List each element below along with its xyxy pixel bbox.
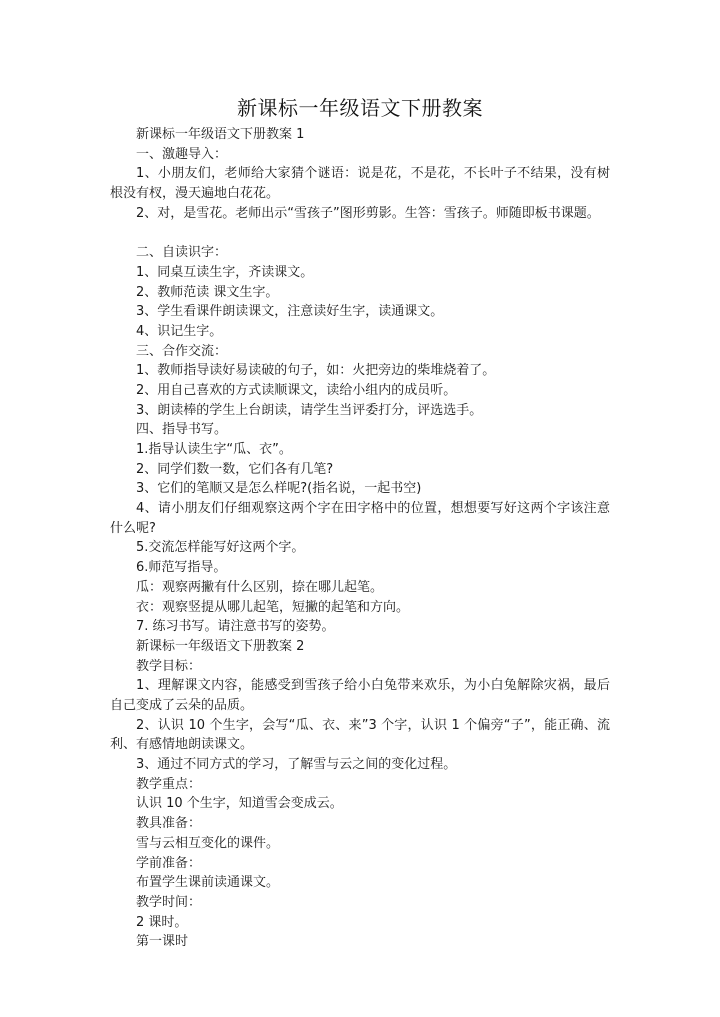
paragraph: 7. 练习书写。请注意书写的姿势。 — [136, 619, 335, 635]
paragraph: 新课标一年级语文下册教案 2 — [136, 638, 305, 654]
paragraph: 一、激趣导入： — [136, 146, 228, 162]
paragraph: 2、用自己喜欢的方式读顺课文，读给小组内的成员听。 — [136, 382, 457, 398]
paragraph: 二、自读识字： — [136, 245, 228, 261]
paragraph: 2、同学们数一数，它们各有几笔? — [136, 461, 334, 477]
paragraph: 2、教师范读 课文生字。 — [136, 284, 279, 300]
paragraph: 衣：观察竖提从哪儿起笔，短撇的起笔和方向。 — [136, 599, 410, 615]
paragraph: 2、认识 10 个生字，会写“瓜、衣、来”3 个字，认识 1 个偏旁“子”，能正确、流利、有感情地朗读课文。 — [110, 717, 610, 753]
paragraph: 4、识记生字。 — [136, 323, 223, 339]
paragraph: 1、理解课文内容，能感受到雪孩子给小白兔带来欢乐，为小白兔解除灾祸，最后自己变成了云朵的品质。 — [110, 678, 610, 713]
paragraph: 雪与云相互变化的课件。 — [136, 835, 280, 851]
paragraph: 认识 10 个生字，知道雪会变成云。 — [136, 796, 343, 812]
paragraph: 1、小朋友们，老师给大家猜个谜语：说是花，不是花，不长叶子不结果，没有树根没有杈，漫天遍地白花花。 — [110, 166, 610, 202]
paragraph: 3、通过不同方式的学习，了解雪与云之间的变化过程。 — [136, 757, 457, 773]
document-body — [110, 125, 610, 952]
paragraph: 3、学生看课件朗读课文，注意读好生字，读通课文。 — [136, 304, 444, 320]
paragraph: 2 课时。 — [136, 914, 188, 930]
paragraph: 教学时间： — [136, 894, 202, 910]
paragraph: 4、请小朋友们仔细观察这两个字在田字格中的位置，想想要写好这两个字该注意什么呢? — [110, 501, 610, 536]
paragraph: 5.交流怎样能写好这两个字。 — [136, 540, 305, 556]
paragraph: 第一课时 — [136, 934, 189, 950]
paragraph: 6.师范写指导。 — [136, 560, 227, 576]
paragraph: 四、指导书写。 — [136, 422, 228, 438]
paragraph: 1、同桌互读生字，齐读课文。 — [136, 264, 314, 280]
document-title: 新课标一年级语文下册教案 — [237, 96, 483, 120]
paragraph: 瓜：观察两撇有什么区别，捺在哪儿起笔。 — [136, 579, 384, 595]
paragraph: 布置学生课前读通课文。 — [136, 875, 280, 891]
paragraph: 1、教师指导读好易读破的句子，如：火把旁边的柴堆烧着了。 — [136, 363, 496, 379]
paragraph: 3、朗读棒的学生上台朗读，请学生当评委打分，评选选手。 — [136, 402, 483, 418]
paragraph: 教具准备： — [136, 816, 202, 832]
paragraph: 三、合作交流： — [136, 343, 228, 359]
paragraph: 教学重点： — [136, 776, 202, 792]
paragraph: 3、它们的笔顺又是怎么样呢?(指名说，一起书空) — [136, 481, 422, 497]
paragraph: 教学目标： — [136, 658, 202, 674]
paragraph: 2、对，是雪花。老师出示“雪孩子”图形剪影。生答：雪孩子。师随即板书课题。 — [136, 205, 600, 221]
paragraph: 学前准备： — [136, 855, 202, 871]
paragraph: 1.指导认读生字“瓜、衣”。 — [136, 442, 292, 458]
paragraph: 新课标一年级语文下册教案 1 — [136, 127, 305, 142]
